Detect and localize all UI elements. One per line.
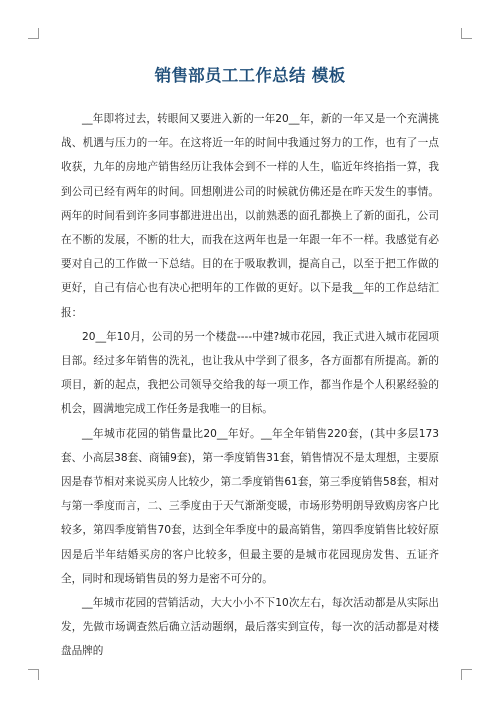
paragraph: __年城市花园的销售量比20__年好。__年全年销售220套，(其中多层173套、小高层38套、商铺9套)，第一季度销售31套，销售情况不是太理想，主要原因是春节相对来说买房人比较少，第二季度销售61套，第三季度销售58套，相对与第一季度而言，二、三季度由于天气渐渐变暖，市场形势明朗导致购房客户比较多，第四季度销售70套，达到全年季度中的最高销售，第四季度销售比较好原因是后半年结婚买房的客户比较多，但最主要的是城市花园现房发售、五证齐全，同时和现场销售员的努力是密不可分的。 xyxy=(61,427,439,585)
crop-mark-top-right xyxy=(461,28,472,39)
crop-mark-top-left xyxy=(28,28,39,39)
paragraph: __年城市花园的营销活动，大大小小不下10次左右，每次活动都是从实际出发，先做市场调查然后确立活动题纲，最后落实到宣传，每一次的活动都是对楼盘品牌的 xyxy=(61,597,439,658)
paragraph: __年即将过去，转眼间又要进入新的一年20__年，新的一年又是一个充满挑战、机遇与压力的一年。在这将近一年的时间中我通过努力的工作，也有了一点收获，九年的房地产销售经历让我体会到不一样的人生，临近年终掐指一算，我到公司已经有两年的时间。回想刚进公司的时候就仿佛还是在昨天发生的事情。两年的时间看到许多同事都进进出出，以前熟悉的面孔都换上了新的面孔，公司在不断的发展，不断的壮大，而我在这两年也是一年跟一年不一样。我感觉有必要对自己的工作做一下总结。目的在于吸取教训，提高自己，以至于把工作做的更好，自己有信心也有决心把明年的工作做的更好。以下是我__年的工作总结汇报： xyxy=(61,113,439,319)
crop-mark-bottom-left xyxy=(28,669,39,680)
document-body xyxy=(61,107,439,664)
paragraph: 20__年10月，公司的另一个楼盘----中建?城市花园，我正式进入城市花园项目部。经过多年销售的洗礼，也让我从中学到了很多，各方面都有所提高。新的项目，新的起点，我把公司领导交给我的每一项工作，都当作是个人积累经验的机会，圆满地完成工作任务是我唯一的目标。 xyxy=(61,330,439,416)
document-title: 销售部员工工作总结 模板 xyxy=(154,66,346,85)
crop-mark-bottom-right xyxy=(461,669,472,680)
